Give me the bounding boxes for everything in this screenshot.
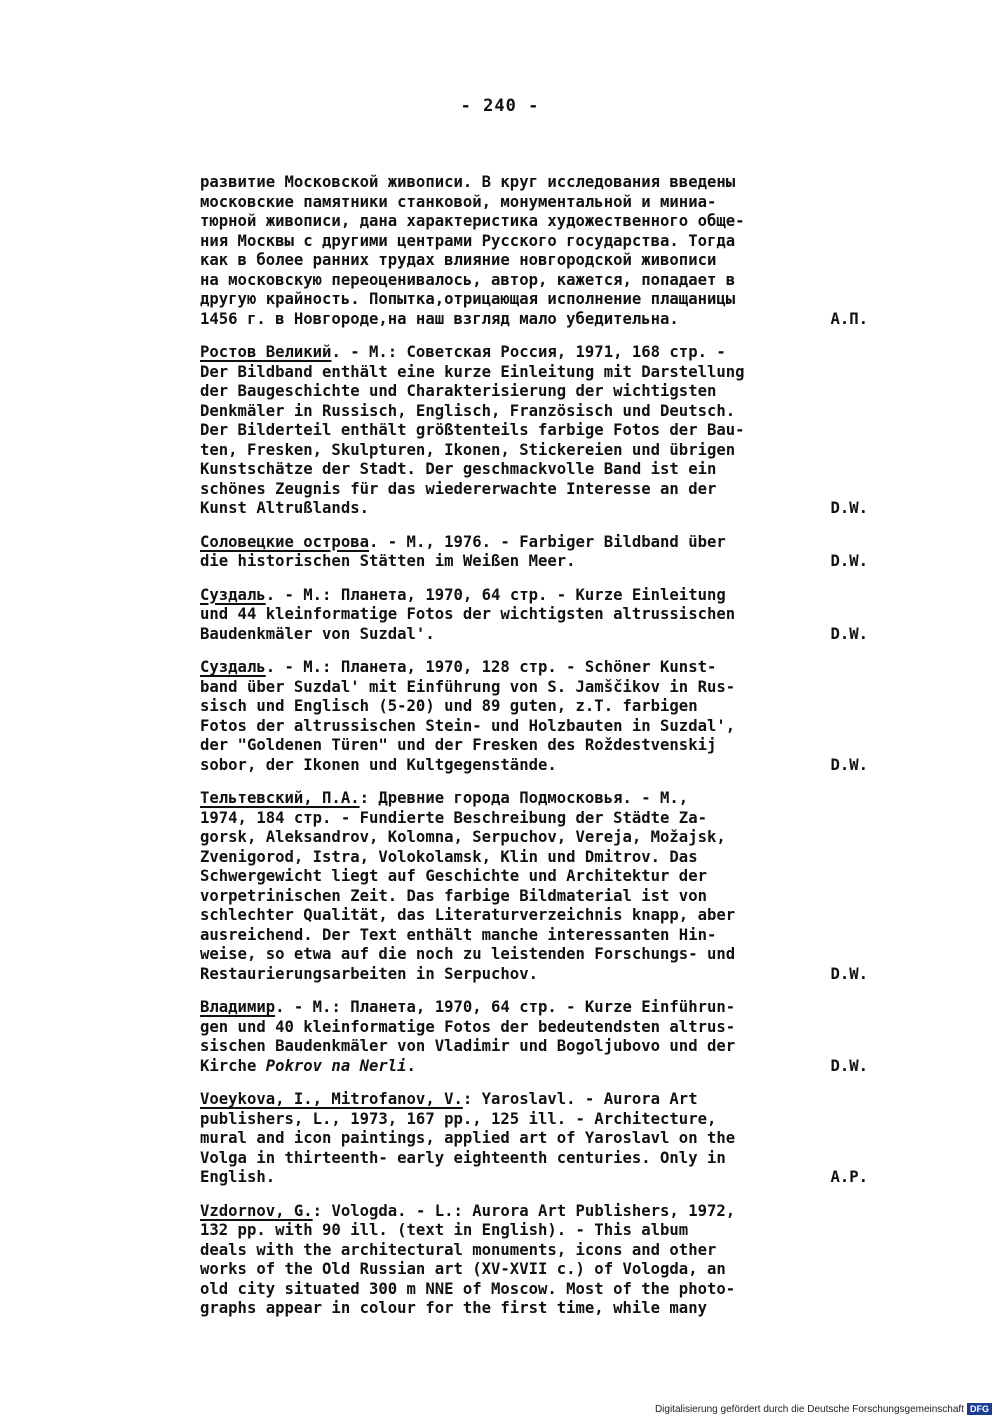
entry-heading: Voeykova, I., Mitrofanov, V.	[200, 1090, 463, 1108]
text-line	[200, 1057, 868, 1077]
text-line: gorsk, Aleksandrov, Kolomna, Serpuchov, Vereja, Možajsk,	[200, 828, 726, 846]
entry-first-line	[200, 1202, 868, 1222]
text-line: Volga in thirteenth- early eighteenth centuries. Only in	[200, 1148, 726, 1167]
bibliography-entry	[200, 533, 868, 572]
text-line	[200, 1168, 868, 1188]
text-line: как в более ранних трудах влияние новгородской живописи	[200, 251, 717, 269]
text-line: works of the Old Russian art (XV-XVII c.) of Vologda, an	[200, 1260, 726, 1278]
entry-first-line	[200, 998, 868, 1018]
text-line: publishers, L., 1973, 167 pp., 125 ill. - Architecture,	[200, 1109, 717, 1128]
reviewer-signature: А.П.	[830, 309, 868, 328]
entry-first-line	[200, 533, 868, 553]
text-line	[200, 310, 868, 330]
text-fragment: : Yaroslavl. - Aurora Art	[462, 1090, 698, 1108]
text-line: ten, Fresken, Skulpturen, Ikonen, Stickereien und übrigen	[200, 440, 736, 459]
entry-first-line	[200, 1090, 868, 1110]
text-fragment: : Древние города Подмосковья. - М.,	[359, 789, 689, 807]
text-line: Kunstschätze der Stadt. Der geschmackvolle Band ist ein	[200, 460, 717, 478]
text-fragment: . - М., 1976. - Farbiger Bildband über	[369, 532, 726, 551]
text-line: Zvenigorod, Istra, Volokolamsk, Klin und Dmitrov. Das	[200, 847, 698, 866]
text-line: Denkmäler in Russisch, Englisch, Französisch und Deutsch.	[200, 401, 736, 420]
text-line	[200, 965, 868, 985]
reviewer-signature: D.W.	[830, 964, 868, 983]
text-fragment: Restaurierungsarbeiten in Serpuchov.	[200, 964, 538, 983]
reviewer-signature: A.P.	[830, 1168, 868, 1186]
text-fragment: : Vologda. - L.: Aurora Art Publishers, 1972,	[312, 1201, 736, 1220]
text-line: old city situated 300 m NNE of Moscow. Most of the photo-	[200, 1279, 736, 1298]
text-line: тюрной живописи, дана характеристика художественного обще-	[200, 212, 745, 230]
text-fragment: die historischen Stätten im Weißen Meer.	[200, 552, 576, 570]
text-line: sisch und Englisch (5-20) und 89 guten, z.T. farbigen	[200, 697, 698, 715]
text-line: ausreichend. Der Text enthält manche interessanten Hin-	[200, 925, 717, 944]
entry-heading: Vzdornov, G.	[200, 1201, 313, 1220]
text-line: weise, so etwa auf die noch zu leistenden Forschungs- und	[200, 945, 736, 963]
text-line	[200, 552, 868, 572]
intro-paragraph	[200, 173, 868, 329]
text-line: московские памятники станковой, монументальной и миниа-	[200, 192, 717, 211]
text-fragment: . - М.: Планета, 1970, 64 стр. - Kurze Einführun-	[275, 998, 736, 1016]
text-fragment: .	[406, 1056, 416, 1075]
text-line: schlechter Qualität, das Literaturverzeichnis knapp, aber	[200, 906, 736, 924]
text-line: der "Goldenen Türen" und der Fresken des Roždestvenskij	[200, 736, 717, 754]
text-fragment: . - М.: Планета, 1970, 64 стр. - Kurze Einleitung	[265, 585, 726, 604]
text-fragment: English.	[200, 1168, 276, 1186]
entry-first-line	[200, 658, 868, 678]
text-fragment: sobor, der Ikonen und Kultgegenstände.	[200, 755, 557, 774]
text-line: graphs appear in colour for the first time, while many	[200, 1299, 707, 1317]
bibliography-entry	[200, 1202, 868, 1319]
text-line: schönes Zeugnis für das wiedererwachte Interesse an der	[200, 479, 717, 498]
bibliography-entry	[200, 998, 868, 1076]
bibliography-entry	[200, 586, 868, 645]
text-line: gen und 40 kleinformatige Fotos der bedeutendsten altrus-	[200, 1017, 736, 1036]
text-line: на московскую переоценивалось, автор, кажется, попадает в	[200, 270, 736, 289]
bibliography-entry	[200, 1090, 868, 1188]
reviewer-signature: D.W.	[830, 499, 868, 517]
entry-first-line	[200, 586, 868, 606]
text-fragment: . - М.: Планета, 1970, 128 стр. - Schöner Kunst-	[265, 658, 717, 676]
text-line: deals with the architectural monuments, icons and other	[200, 1240, 717, 1259]
reviewer-signature: D.W.	[830, 1056, 868, 1075]
text-line: mural and icon paintings, applied art of Yaroslavl on the	[200, 1129, 736, 1147]
reviewer-signature: D.W.	[830, 624, 868, 643]
text-fragment: Kunst Altrußlands.	[200, 499, 369, 517]
entry-heading: Тельтевский, П.А.	[200, 789, 360, 807]
reviewer-signature: D.W.	[830, 755, 868, 774]
page-body	[200, 173, 868, 1333]
text-line: Schwergewicht liegt auf Geschichte und Architektur der	[200, 867, 707, 885]
text-line	[200, 625, 868, 645]
text-line: развитие Московской живописи. В круг исследования введены	[200, 173, 736, 191]
text-line: Der Bildband enthält eine kurze Einleitung mit Darstellung	[200, 362, 745, 381]
text-fragment: . - М.: Советская Россия, 1971, 168 стр. -	[331, 343, 726, 361]
text-line: другую крайность. Попытка,отрицающая исполнение плащаницы	[200, 290, 736, 308]
text-line: Fotos der altrussischen Stein- und Holzbauten in Suzdal',	[200, 716, 736, 735]
page-number: - 240 -	[460, 96, 540, 116]
entry-heading: Суздаль	[200, 658, 266, 676]
text-line: 1974, 184 стр. - Fundierte Beschreibung der Städte Za-	[200, 808, 707, 827]
bibliography-entry	[200, 658, 868, 775]
entry-heading: Владимир	[200, 998, 276, 1016]
bibliography-entry	[200, 789, 868, 984]
footer-credit	[655, 1403, 992, 1415]
text-line: vorpetrinischen Zeit. Das farbige Bildmaterial ist von	[200, 886, 707, 905]
text-fragment: Kirche	[200, 1056, 266, 1075]
text-line: ния Москвы с другими центрами Русского государства. Тогда	[200, 231, 736, 250]
text-line: sischen Baudenkmäler von Vladimir und Bogoljubovo und der	[200, 1037, 736, 1055]
text-fragment	[200, 1057, 416, 1077]
text-fragment: 1456 г. в Новгороде,на наш взгляд мало убедительна.	[200, 309, 679, 328]
entry-first-line	[200, 789, 868, 809]
dfg-logo-icon: DFG	[967, 1403, 992, 1415]
text-line: der Baugeschichte und Charakterisierung der wichtigsten	[200, 382, 717, 400]
entry-heading: Ростов Великий	[200, 343, 332, 361]
footer-text: Digitalisierung gefördert durch die Deutsche Forschungsgemeinschaft	[654, 1403, 964, 1415]
bibliography-entry	[200, 343, 868, 519]
italic-title: Pokrov na Nerli	[265, 1056, 407, 1075]
text-line: und 44 kleinformatige Fotos der wichtigsten altrussischen	[200, 605, 736, 623]
entry-heading: Суздаль	[200, 585, 266, 604]
text-line: Der Bilderteil enthält größtenteils farbige Fotos der Bau-	[200, 421, 745, 439]
text-line: band über Suzdal' mit Einführung von S. Jamščikov in Rus-	[200, 677, 736, 696]
reviewer-signature: D.W.	[830, 552, 868, 570]
entry-heading: Соловецкие острова	[200, 532, 369, 551]
text-line	[200, 499, 868, 519]
entry-first-line	[200, 343, 868, 363]
text-fragment: Baudenkmäler von Suzdal'.	[200, 624, 435, 643]
text-line	[200, 756, 868, 776]
text-line: 132 pp. with 90 ill. (text in English). - This album	[200, 1221, 689, 1239]
